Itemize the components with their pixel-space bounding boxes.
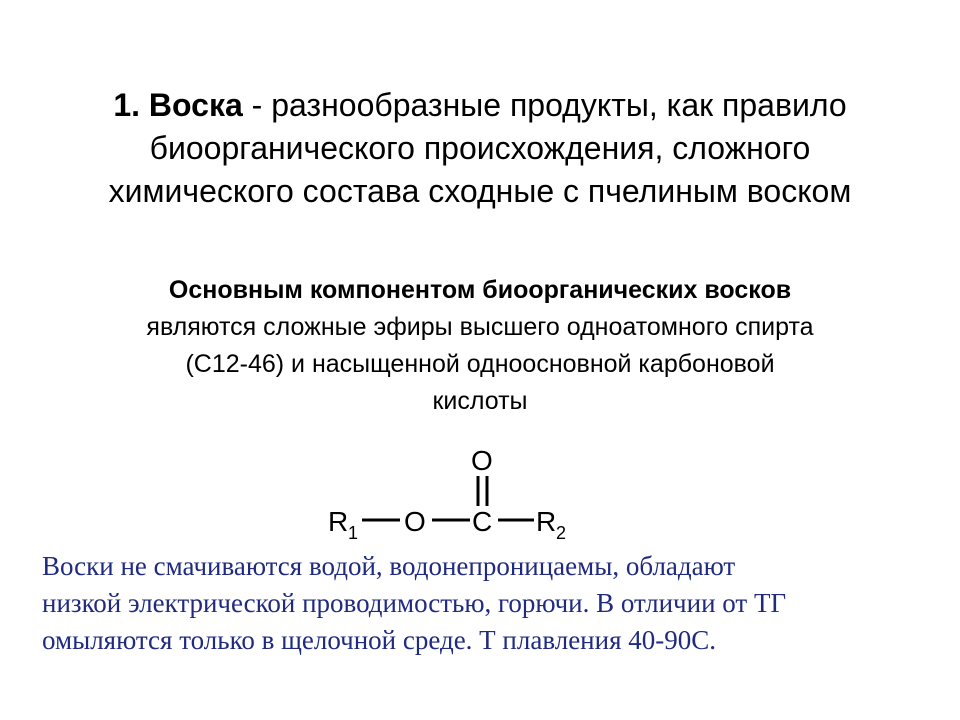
title-line-3: химического состава сходные с пчелиным воском — [108, 173, 852, 209]
formula-ester-oxygen: O — [404, 506, 426, 537]
formula-r2: R — [536, 506, 557, 537]
subtitle-line-4: кислоты — [432, 387, 528, 415]
subtitle — [20, 272, 940, 420]
note-line-2: низкой электрической проводимостью, горючи. В отличии от ТГ — [42, 588, 787, 618]
formula-r1-subscript: 1 — [348, 523, 359, 543]
formula-r1: R — [328, 506, 349, 537]
formula-carbon: C — [472, 506, 493, 537]
formula-r2-subscript: 2 — [556, 523, 567, 543]
title-line-1 — [30, 84, 930, 127]
title-lead: 1. Воска — [113, 87, 243, 123]
note-line-3: омыляются только в щелочной среде. Т плавления 40-90С. — [42, 625, 716, 655]
properties-note — [42, 548, 922, 659]
note-line-1: Воски не смачиваются водой, водонепроницаемы, обладают — [42, 551, 736, 581]
title-line-1-rest: - разнообразные продукты, как правило — [242, 87, 847, 123]
ester-structural-formula — [300, 436, 600, 556]
title-line-2: биоорганического происхождения, сложного — [149, 130, 811, 166]
subtitle-line-3: (С12-46) и насыщенной одноосновной карбоновой — [185, 350, 775, 378]
slide-title — [30, 84, 930, 213]
subtitle-bold-line: Основным компонентом биоорганических восков — [168, 276, 792, 304]
formula-carbonyl-oxygen: O — [471, 445, 493, 476]
subtitle-line-2: являются сложные эфиры высшего одноатомного спирта — [146, 313, 814, 341]
